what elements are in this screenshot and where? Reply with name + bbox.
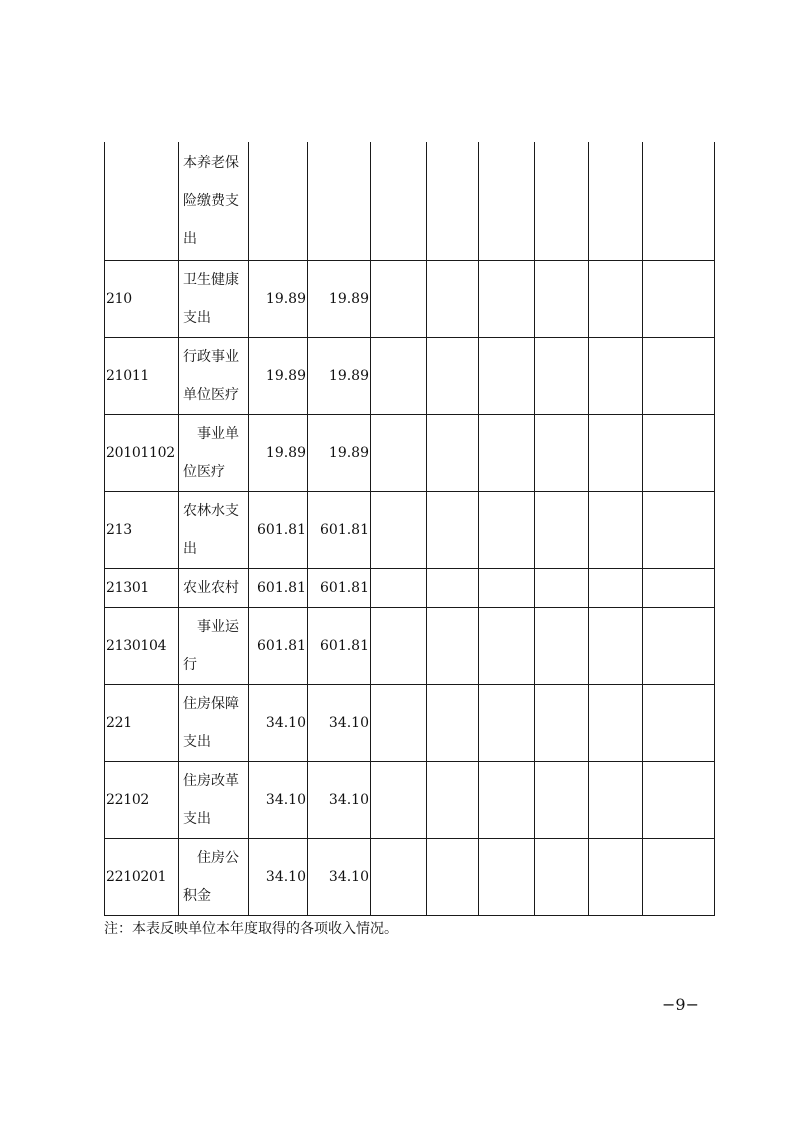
empty-cell bbox=[535, 607, 589, 684]
empty-cell bbox=[535, 684, 589, 761]
table-body bbox=[105, 142, 715, 915]
total-income-cell: 601.81 bbox=[249, 568, 308, 607]
subject-code-cell: 213 bbox=[105, 491, 179, 568]
total-income-cell: 19.89 bbox=[249, 337, 308, 414]
empty-cell bbox=[427, 491, 479, 568]
empty-cell bbox=[589, 491, 643, 568]
empty-cell bbox=[535, 337, 589, 414]
subject-name-cell: 住房保障支出 bbox=[179, 684, 249, 761]
empty-cell bbox=[589, 761, 643, 838]
empty-cell bbox=[589, 838, 643, 915]
empty-cell bbox=[371, 337, 427, 414]
table-row bbox=[105, 568, 715, 607]
empty-cell bbox=[643, 684, 715, 761]
empty-cell bbox=[371, 260, 427, 337]
subject-name-cell: 卫生健康支出 bbox=[179, 260, 249, 337]
subject-code-cell bbox=[105, 142, 179, 260]
empty-cell bbox=[589, 260, 643, 337]
subject-name-cell: 事业运行 bbox=[179, 607, 249, 684]
total-income-cell: 19.89 bbox=[249, 414, 308, 491]
empty-cell bbox=[479, 838, 535, 915]
empty-cell bbox=[535, 838, 589, 915]
table-row bbox=[105, 607, 715, 684]
empty-cell bbox=[371, 568, 427, 607]
empty-cell bbox=[479, 414, 535, 491]
subject-code-cell: 2210201 bbox=[105, 838, 179, 915]
total-income-cell: 34.10 bbox=[249, 838, 308, 915]
subject-code-cell: 2130104 bbox=[105, 607, 179, 684]
empty-cell bbox=[427, 568, 479, 607]
empty-cell bbox=[427, 260, 479, 337]
subject-code-cell: 22102 bbox=[105, 761, 179, 838]
subject-name-cell: 农业农村 bbox=[179, 568, 249, 607]
table-row bbox=[105, 142, 715, 260]
total-income-cell: 601.81 bbox=[249, 491, 308, 568]
empty-cell bbox=[643, 414, 715, 491]
empty-cell bbox=[371, 142, 427, 260]
empty-cell bbox=[643, 761, 715, 838]
subject-code-cell: 221 bbox=[105, 684, 179, 761]
fiscal-appropriation-cell: 601.81 bbox=[308, 607, 371, 684]
empty-cell bbox=[371, 684, 427, 761]
table-row bbox=[105, 838, 715, 915]
total-income-cell bbox=[249, 142, 308, 260]
empty-cell bbox=[535, 142, 589, 260]
fiscal-appropriation-cell: 601.81 bbox=[308, 568, 371, 607]
empty-cell bbox=[643, 142, 715, 260]
empty-cell bbox=[535, 260, 589, 337]
table-row bbox=[105, 761, 715, 838]
table-note: 注：本表反映单位本年度取得的各项收入情况。 bbox=[104, 921, 398, 937]
empty-cell bbox=[479, 142, 535, 260]
empty-cell bbox=[535, 491, 589, 568]
empty-cell bbox=[371, 414, 427, 491]
fiscal-appropriation-cell: 34.10 bbox=[308, 838, 371, 915]
subject-name-cell: 住房改革支出 bbox=[179, 761, 249, 838]
empty-cell bbox=[479, 568, 535, 607]
empty-cell bbox=[535, 568, 589, 607]
empty-cell bbox=[535, 761, 589, 838]
empty-cell bbox=[371, 761, 427, 838]
fiscal-appropriation-cell: 601.81 bbox=[308, 491, 371, 568]
empty-cell bbox=[589, 414, 643, 491]
fiscal-appropriation-cell: 19.89 bbox=[308, 260, 371, 337]
subject-code-cell: 210 bbox=[105, 260, 179, 337]
subject-name-cell: 农林水支出 bbox=[179, 491, 249, 568]
fiscal-appropriation-cell bbox=[308, 142, 371, 260]
empty-cell bbox=[427, 337, 479, 414]
total-income-cell: 601.81 bbox=[249, 607, 308, 684]
empty-cell bbox=[643, 568, 715, 607]
empty-cell bbox=[589, 607, 643, 684]
table-row bbox=[105, 337, 715, 414]
empty-cell bbox=[427, 414, 479, 491]
subject-name-cell: 行政事业单位医疗 bbox=[179, 337, 249, 414]
total-income-cell: 34.10 bbox=[249, 684, 308, 761]
subject-name-cell: 本养老保险缴费支出 bbox=[179, 142, 249, 260]
empty-cell bbox=[479, 684, 535, 761]
empty-cell bbox=[535, 414, 589, 491]
empty-cell bbox=[479, 337, 535, 414]
total-income-cell: 19.89 bbox=[249, 260, 308, 337]
income-table bbox=[104, 142, 715, 916]
empty-cell bbox=[427, 761, 479, 838]
table-row bbox=[105, 414, 715, 491]
empty-cell bbox=[371, 491, 427, 568]
total-income-cell: 34.10 bbox=[249, 761, 308, 838]
empty-cell bbox=[427, 142, 479, 260]
fiscal-appropriation-cell: 34.10 bbox=[308, 761, 371, 838]
table-row bbox=[105, 260, 715, 337]
empty-cell bbox=[589, 684, 643, 761]
subject-name-cell: 住房公积金 bbox=[179, 838, 249, 915]
page-number: −9− bbox=[662, 995, 699, 1014]
table-row bbox=[105, 491, 715, 568]
fiscal-appropriation-cell: 19.89 bbox=[308, 414, 371, 491]
empty-cell bbox=[427, 684, 479, 761]
empty-cell bbox=[427, 607, 479, 684]
subject-name-cell: 事业单位医疗 bbox=[179, 414, 249, 491]
fiscal-appropriation-cell: 34.10 bbox=[308, 684, 371, 761]
empty-cell bbox=[643, 337, 715, 414]
subject-code-cell: 21301 bbox=[105, 568, 179, 607]
empty-cell bbox=[479, 761, 535, 838]
subject-code-cell: 20101102 bbox=[105, 414, 179, 491]
table-row bbox=[105, 684, 715, 761]
empty-cell bbox=[427, 838, 479, 915]
empty-cell bbox=[589, 337, 643, 414]
empty-cell bbox=[371, 838, 427, 915]
fiscal-appropriation-cell: 19.89 bbox=[308, 337, 371, 414]
empty-cell bbox=[643, 607, 715, 684]
empty-cell bbox=[589, 142, 643, 260]
subject-code-cell: 21011 bbox=[105, 337, 179, 414]
empty-cell bbox=[479, 260, 535, 337]
empty-cell bbox=[643, 491, 715, 568]
empty-cell bbox=[479, 491, 535, 568]
empty-cell bbox=[589, 568, 643, 607]
empty-cell bbox=[371, 607, 427, 684]
empty-cell bbox=[479, 607, 535, 684]
empty-cell bbox=[643, 838, 715, 915]
empty-cell bbox=[643, 260, 715, 337]
